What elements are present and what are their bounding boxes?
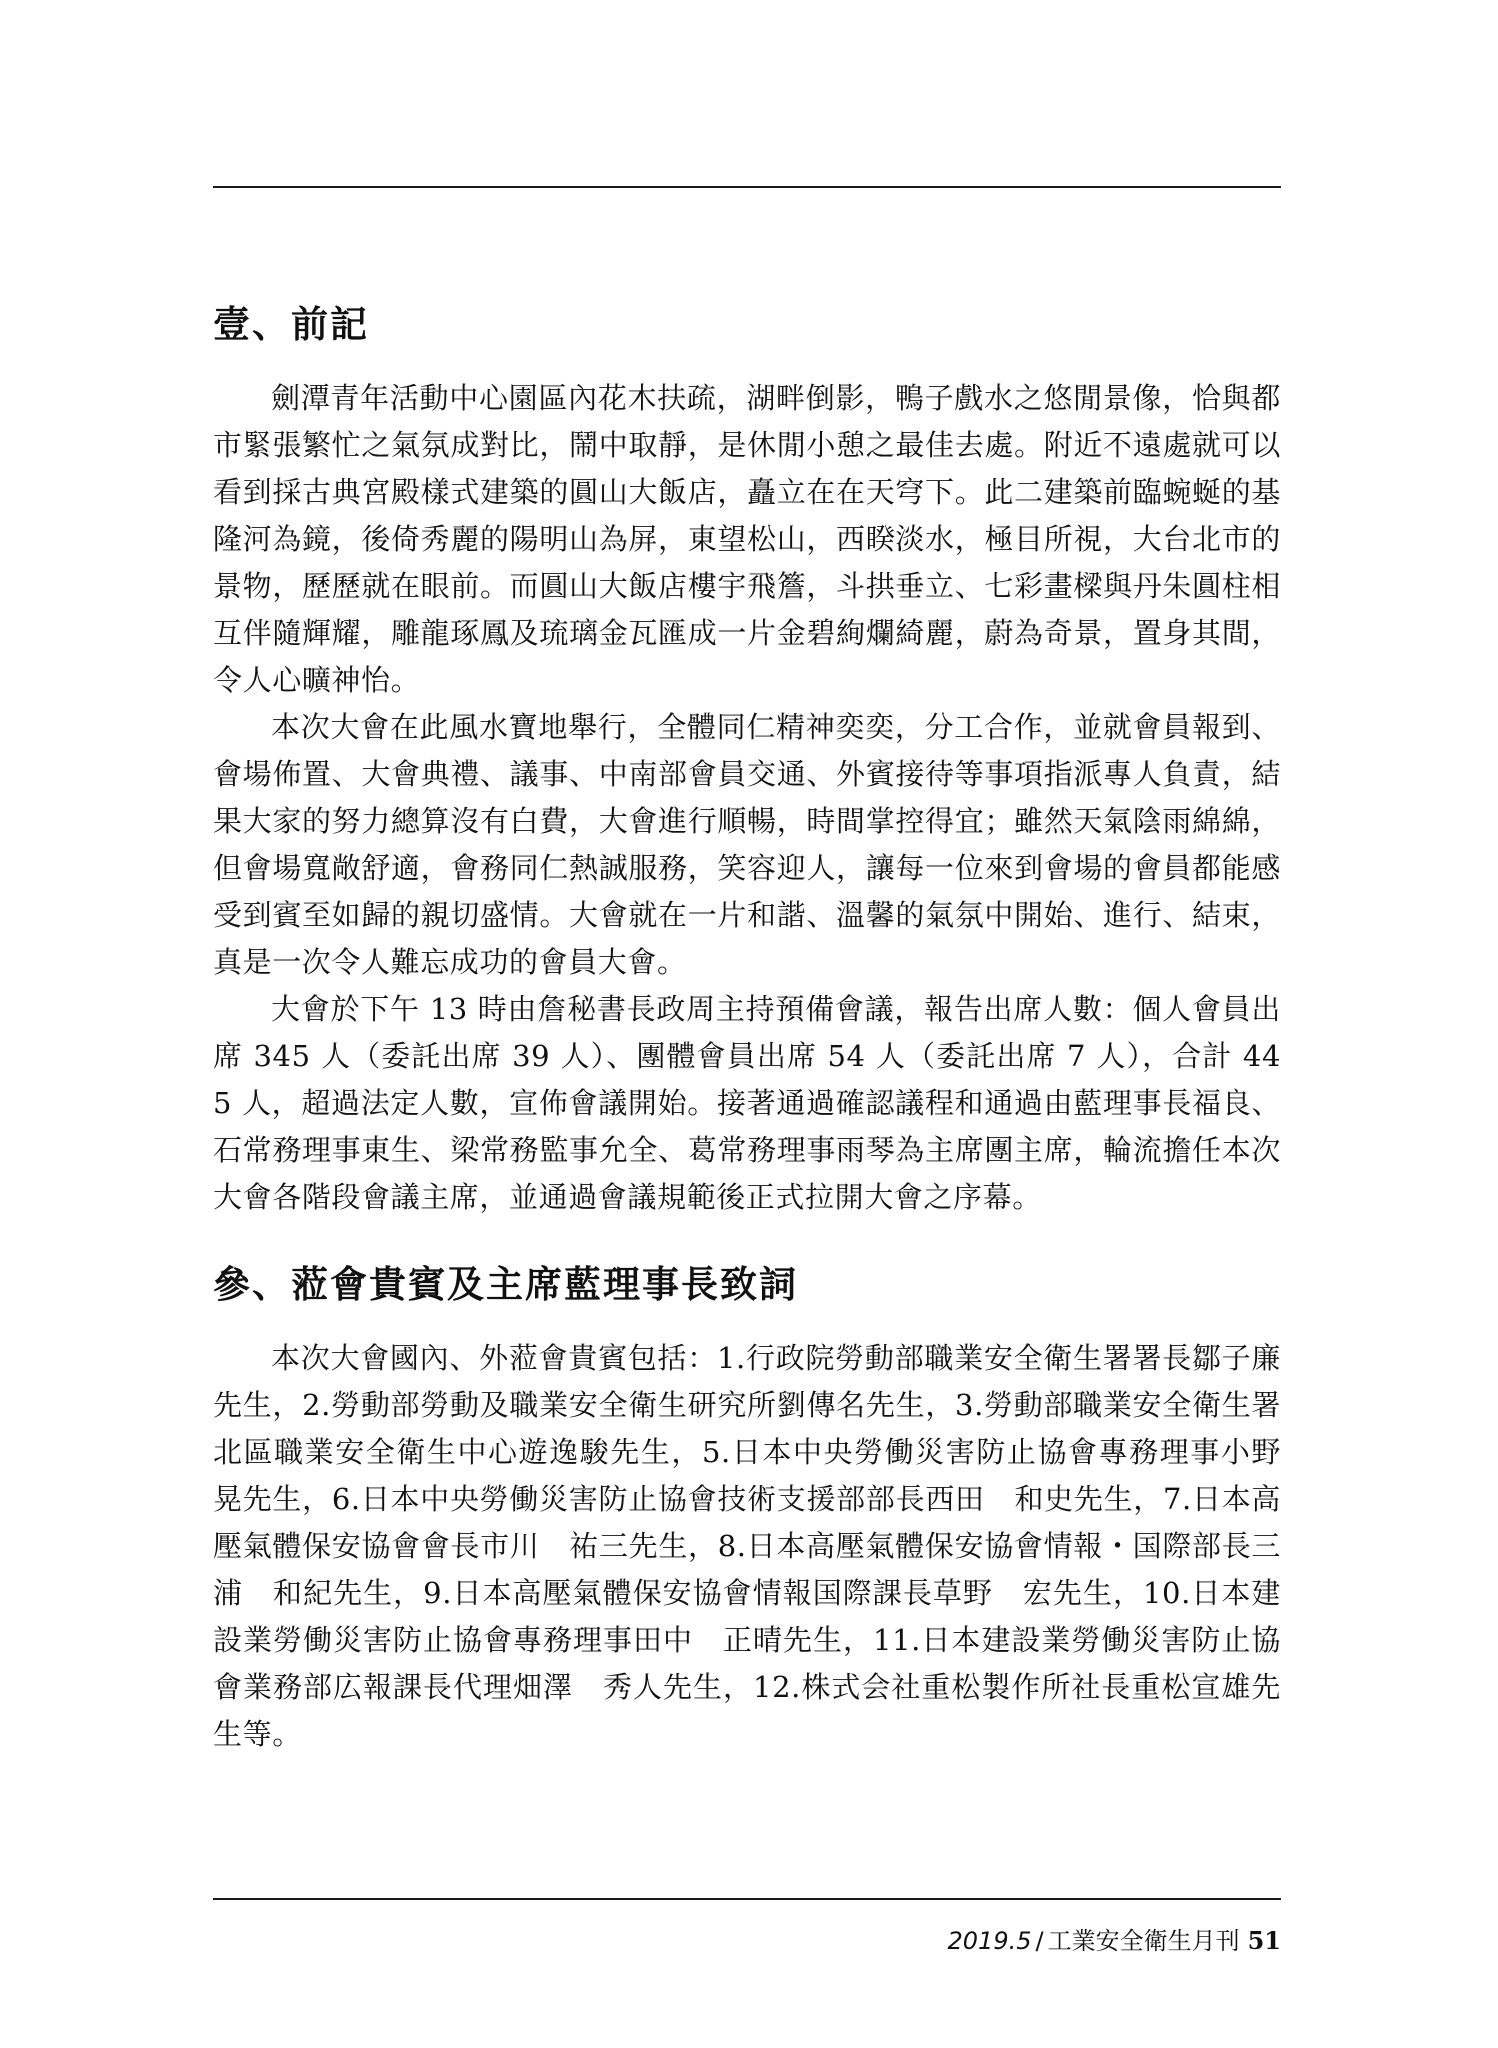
paragraph: 本次大會國內、外蒞會貴賓包括：1.行政院勞動部職業安全衛生署署長鄒子廉先生，2.勞動部勞動及職業安全衛生研究所劉傳名先生，3.勞動部職業安全衛生署北區職業安全衛生中心遊逸駿先生，5.日本中央勞働災害防止協會專務理事小野 晃先生，6.日本中央勞働災害防止協會技術支援部部長西田 和史先生，7.日本高壓氣體保安協會會長市川 祐三先生，8.日本高壓氣體保安協會情報・国際部長三浦 和紀先生，9.日本高壓氣體保安協會情報国際課長草野 宏先生，10.日本建設業勞働災害防止協會專務理事田中 正晴先生，11.日本建設業勞働災害防止協會業務部広報課長代理畑澤 秀人先生，12.株式会社重松製作所社長重松宣雄先生等。 — [213, 1341, 1311, 1751]
page-footer — [948, 1925, 1281, 1957]
page-number: 51 — [1247, 1926, 1281, 1955]
paragraph: 大會於下午 13 時由詹秘書長政周主持預備會議，報告出席人數：個人會員出席 345 人（委託出席 39 人）、團體會員出席 54 人（委託出席 7 人），合計 445 人，超過法定人數，宣佈會議開始。接著通過確認議程和通過由藍理事長福良、石常務理事東生、梁常務監事允全、葛常務理事雨琴為主席團主席，輪流擔任本次大會各階段會議主席，並通過會議規範後正式拉開大會之序幕。 — [213, 992, 1281, 1214]
footer-magazine-title: 工業安全衛生月刊 — [1047, 1927, 1240, 1955]
paragraph: 本次大會在此風水寶地舉行，全體同仁精神奕奕，分工合作，並就會員報到、會場佈置、大會典禮、議事、中南部會員交通、外賓接待等事項指派專人負責，結果大家的努力總算沒有白費，大會進行順暢，時間掌控得宜；雖然天氣陰雨綿綿，但會場寬敞舒適，會務同仁熱誠服務，笑容迎人，讓每一位來到會場的會員都能感受到賓至如歸的親切盛情。大會就在一片和諧、溫馨的氣氛中開始、進行、結束，真是一次令人難忘成功的會員大會。 — [213, 710, 1281, 979]
footer-rule — [213, 1898, 1281, 1900]
footer-issue: 2019.5 — [947, 1927, 1032, 1955]
header-rule — [213, 186, 1281, 188]
article-body — [213, 295, 1311, 1758]
section-heading-foreword: 壹、前記 — [213, 303, 369, 346]
paragraph: 劍潭青年活動中心園區內花木扶疏，湖畔倒影，鴨子戲水之悠閒景像，恰與都市緊張繁忙之氣氛成對比，鬧中取靜，是休閒小憩之最佳去處。附近不遠處就可以看到採古典宮殿樣式建築的圓山大飯店，矗立在在天穹下。此二建築前臨蜿蜒的基隆河為鏡，後倚秀麗的陽明山為屏，東望松山，西睽淡水，極目所視，大台北市的景物，歷歷就在眼前。而圓山大飯店樓宇飛簷，斗拱垂立、七彩畫樑與丹朱圓柱相互伴隨輝耀，雕龍琢鳳及琉璃金瓦匯成一片金碧絢爛綺麗，蔚為奇景，置身其間，令人心曠神怡。 — [213, 381, 1281, 697]
section-heading-guests: 參、蒞會貴賓及主席藍理事長致詞 — [213, 1263, 798, 1306]
footer-separator: / — [1035, 1927, 1044, 1955]
